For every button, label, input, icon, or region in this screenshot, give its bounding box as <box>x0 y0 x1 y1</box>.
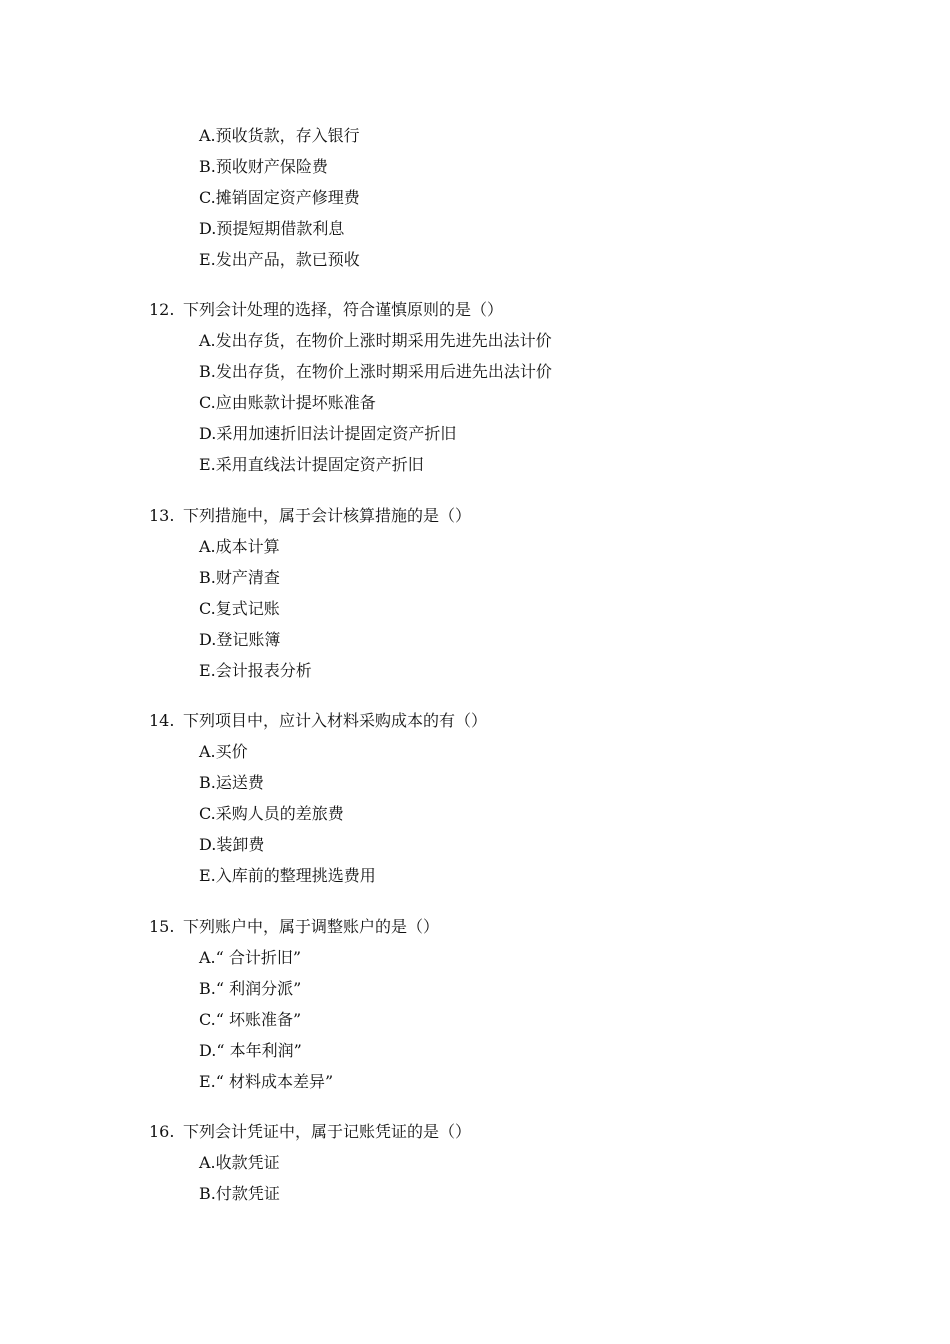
question-stem <box>0 294 950 325</box>
option-b: B.财产清查 <box>199 568 280 587</box>
option-b: B.付款凭证 <box>199 1184 280 1203</box>
option-d: D.“ 本年利润” <box>199 1041 302 1060</box>
option-b: B.发出存货，在物价上涨时期采用后进先出法计价 <box>199 362 552 381</box>
question-text: 下列措施中，属于会计核算措施的是（） <box>183 506 472 525</box>
question-number: 12. <box>149 300 175 319</box>
option-a: A.买价 <box>199 742 248 761</box>
option-b: B.“ 利润分派” <box>199 979 302 998</box>
question-15 <box>0 911 950 1097</box>
question-number: 13. <box>149 506 175 525</box>
option-a: A.发出存货，在物价上涨时期采用先进先出法计价 <box>199 331 552 350</box>
question-stem <box>0 1116 950 1147</box>
option-a: A.成本计算 <box>199 537 280 556</box>
option-c: C.“ 坏账准备” <box>199 1010 302 1029</box>
option-c: C.应由账款计提坏账准备 <box>199 393 376 412</box>
lead-options <box>0 120 950 275</box>
question-stem <box>0 705 950 736</box>
option-c: C.采购人员的差旅费 <box>199 804 344 823</box>
question-text: 下列会计处理的选择，符合谨慎原则的是（） <box>183 300 504 319</box>
option-e: E.会计报表分析 <box>199 661 312 680</box>
option-a: A.收款凭证 <box>199 1153 280 1172</box>
question-stem <box>0 500 950 531</box>
option-e: E.“ 材料成本差异” <box>199 1072 334 1091</box>
option-d: D.采用加速折旧法计提固定资产折旧 <box>199 424 457 443</box>
option-e: E.采用直线法计提固定资产折旧 <box>199 455 424 474</box>
question-stem <box>0 911 950 942</box>
question-number: 14. <box>149 711 175 730</box>
question-number: 15. <box>149 917 175 936</box>
question-16 <box>0 1116 950 1209</box>
option-c: C.复式记账 <box>199 599 280 618</box>
option-a: A.预收货款，存入银行 <box>199 126 360 145</box>
option-e: E.发出产品，款已预收 <box>199 250 360 269</box>
option-c: C.摊销固定资产修理费 <box>199 188 360 207</box>
question-13 <box>0 500 950 686</box>
option-d: D.预提短期借款利息 <box>199 219 345 238</box>
question-text: 下列账户中，属于调整账户的是（） <box>183 917 440 936</box>
option-b: B.预收财产保险费 <box>199 157 328 176</box>
option-e: E.入库前的整理挑选费用 <box>199 866 376 885</box>
question-text: 下列会计凭证中，属于记账凭证的是（） <box>183 1122 472 1141</box>
option-d: D.装卸费 <box>199 835 265 854</box>
question-12 <box>0 294 950 480</box>
option-d: D.登记账簿 <box>199 630 281 649</box>
question-14 <box>0 705 950 891</box>
question-text: 下列项目中，应计入材料采购成本的有（） <box>183 711 488 730</box>
option-b: B.运送费 <box>199 773 264 792</box>
question-number: 16. <box>149 1122 175 1141</box>
option-a: A.“ 合计折旧” <box>199 948 302 967</box>
